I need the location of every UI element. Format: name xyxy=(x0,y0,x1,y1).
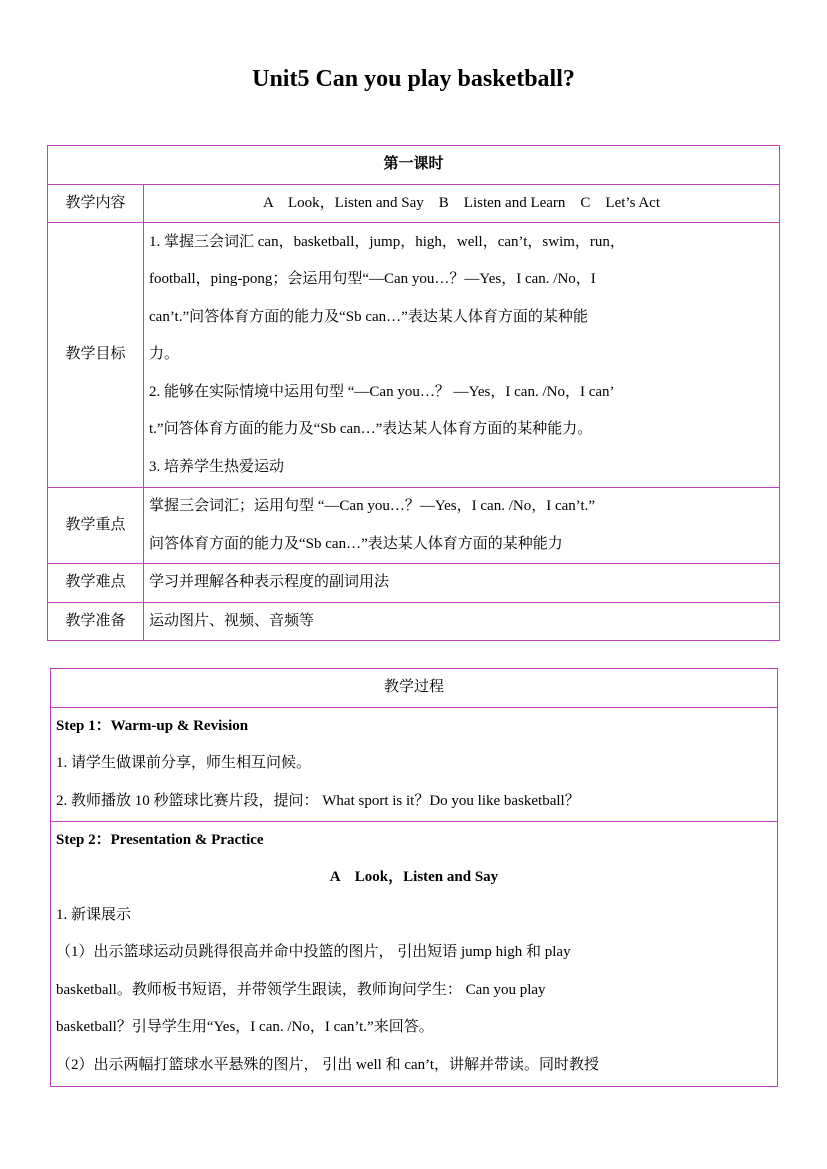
step2-heading: Step 2：Presentation & Practice xyxy=(56,831,264,848)
step2-subheading: A Look，Listen and Say xyxy=(329,869,499,885)
step2-cell xyxy=(51,821,778,1086)
table1-header: 第一课时 xyxy=(48,146,780,185)
text-line: 运动图片、视频、音频等 xyxy=(149,612,315,629)
text-line: basketball。教师板书短语，并带领学生跟读，教师询问学生： Can you play xyxy=(56,981,546,998)
row-label-preparation: 教学准备 xyxy=(48,602,144,641)
text-line: 学习并理解各种表示程度的副词用法 xyxy=(149,574,390,590)
text-line: A Look，Listen and Say B Listen and Learn C Let’s Act xyxy=(262,194,661,211)
table2-header: 教学过程 xyxy=(51,669,778,708)
row-label-difficulties: 教学难点 xyxy=(48,564,144,603)
text-line: basketball？引导学生用“Yes，I can. /No，I can’t.”来回答。 xyxy=(56,1019,434,1035)
row-value-objectives xyxy=(144,223,780,488)
step1-cell xyxy=(51,707,778,821)
text-line: 2. 教师播放 10 秒篮球比赛片段，提问： What sport is it？Do you like basketball？ xyxy=(56,792,580,809)
text-line: t.”问答体育方面的能力及“Sb can…”表达某人体育方面的某种能力。 xyxy=(149,421,593,438)
text-line: 1. 掌握三会词汇 can，basketball，jump，high，well，can’t，swim，run， xyxy=(149,233,625,250)
row-label-objectives: 教学目标 xyxy=(48,223,144,488)
text-line: 掌握三会词汇；运用句型 “—Can you…？—Yes，I can. /No，I can’t.” xyxy=(149,498,596,514)
row-value-difficulties xyxy=(144,564,780,603)
step1-heading: Step 1：Warm-up & Revision xyxy=(56,717,249,734)
text-line: （1）出示篮球运动员跳得很高并命中投篮的图片， 引出短语 jump high 和 play xyxy=(56,944,571,960)
text-line: （2）出示两幅打篮球水平悬殊的图片， 引出 well 和 can’t，讲解并带读。同时教授 xyxy=(56,1056,600,1073)
text-line: 力。 xyxy=(149,346,180,363)
text-line: football，ping-pong；会运用句型“—Can you…？—Yes，I can. /No，I xyxy=(149,271,596,288)
row-label-key-points: 教学重点 xyxy=(48,488,144,564)
teaching-process-table xyxy=(50,668,778,1087)
text-line: 1. 新课展示 xyxy=(56,906,132,923)
row-value-preparation xyxy=(144,602,780,641)
row-label-content: 教学内容 xyxy=(48,184,144,223)
row-value-key-points xyxy=(144,488,780,564)
text-line: 2. 能够在实际情境中运用句型 “—Can you…？ —Yes，I can. /No，I can’ xyxy=(149,383,615,400)
lesson-info-table xyxy=(47,145,780,641)
text-line: can’t.”问答体育方面的能力及“Sb can…”表达某人体育方面的某种能 xyxy=(149,308,588,325)
row-value-content xyxy=(144,184,780,223)
text-line: 问答体育方面的能力及“Sb can…”表达某人体育方面的某种能力 xyxy=(149,535,563,552)
text-line: 3. 培养学生热爱运动 xyxy=(149,458,285,475)
text-line: 1. 请学生做课前分享，师生相互问候。 xyxy=(56,755,312,772)
document-title: Unit5 Can you play basketball? xyxy=(252,66,575,92)
